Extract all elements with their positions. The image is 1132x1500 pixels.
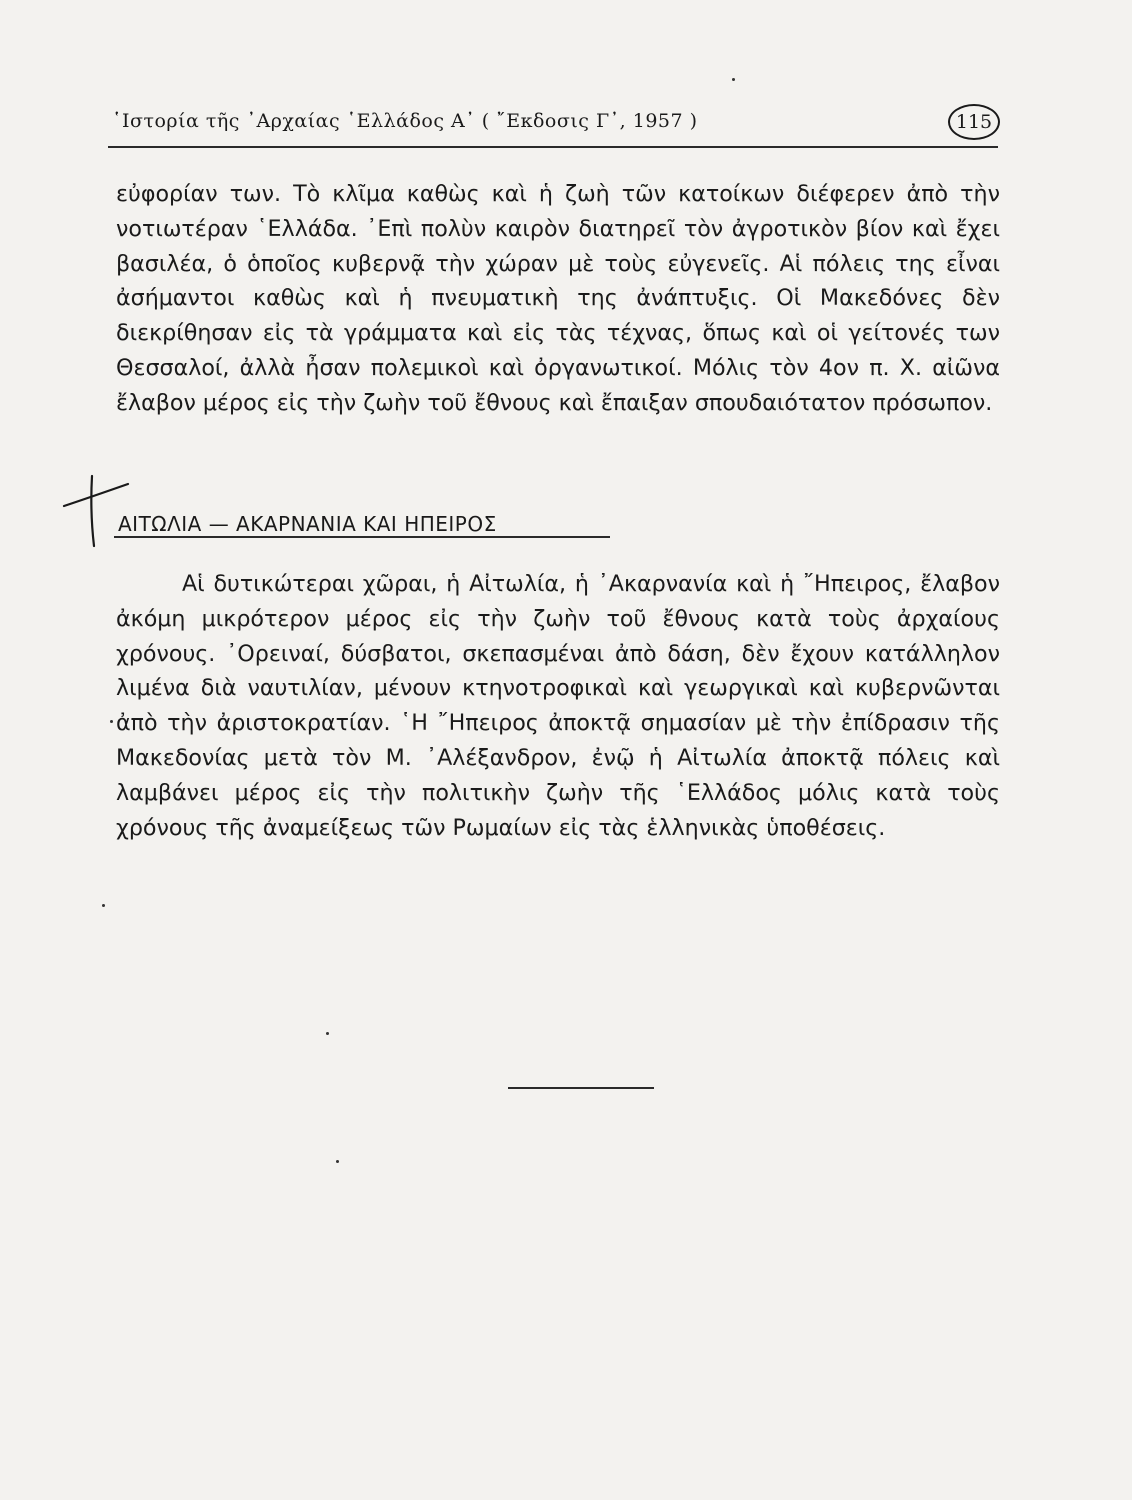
header-title: ῾Ιστορία τῆς ᾿Αρχαίας ῾Ελλάδος Α᾿ ( ῎Εκδοσις Γ᾿, 1957 ) xyxy=(112,110,698,132)
page-number: 115 xyxy=(948,104,1000,140)
ink-speck xyxy=(326,1032,329,1035)
ink-speck xyxy=(336,1160,339,1163)
ink-speck xyxy=(110,720,113,723)
end-of-section-rule xyxy=(508,1087,654,1089)
heading-underline xyxy=(114,536,610,538)
ink-speck xyxy=(732,78,735,81)
header-rule xyxy=(108,146,998,148)
section-heading: ΑΙΤΩΛΙΑ — ΑΚΑΡΝΑΝΙΑ ΚΑΙ ΗΠΕΙΡΟΣ xyxy=(118,512,497,536)
paragraph-macedonia: εὐφορίαν των. Τὸ κλῖμα καθὼς καὶ ἡ ζωὴ τῶν κατοίκων διέφερεν ἀπὸ τὴν νοτιωτέραν ῾Ελλάδα. ᾿Επὶ πολὺν καιρὸν διατηρεῖ τὸν ἀγροτικὸν βίον καὶ ἔχει βασιλέα, ὁ ὁποῖος κυβερνᾷ τὴν χώραν μὲ τοὺς εὐγενεῖς. Αἱ πόλεις της εἶναι ἀσήμαντοι καθὼς καὶ ἡ πνευματικὴ της ἀνάπτυξις. Οἱ Μακεδόνες δὲν διεκρίθησαν εἰς τὰ γράμματα καὶ εἰς τὰς τέχνας, ὅπως καὶ οἱ γείτονές των Θεσσαλοί, ἀλλὰ ἦσαν πολεμικοὶ καὶ ὀργανωτικοί. Μόλις τὸν 4ον π. Χ. αἰῶνα ἔλαβον μέρος εἰς τὴν ζωὴν τοῦ ἔθνους καὶ ἔπαιξαν σπουδαιότατον πρόσωπον. xyxy=(116,181,1000,416)
running-header xyxy=(112,104,1000,144)
ink-speck xyxy=(102,904,105,907)
paragraph-aitolia: Αἱ δυτικώτεραι χῶραι, ἡ Αἰτωλία, ἡ ᾿Ακαρνανία καὶ ἡ ῎Ηπειρος, ἔλαβον ἀκόμη μικρότερον μέρος εἰς τὴν ζωὴν τοῦ ἔθνους κατὰ τοὺς ἀρχαίους χρόνους. ᾿Ορειναί, δύσβατοι, σκεπασμέναι ἀπὸ δάση, δὲν ἔχουν κατάλληλον λιμένα διὰ ναυτιλίαν, μένουν κτηνοτροφικαὶ καὶ γεωργικαὶ καὶ κυβερνῶνται ἀπὸ τὴν ἀριστοκρατίαν. ῾Η ῎Ηπειρος ἀποκτᾷ σημασίαν μὲ τὴν ἐπίδρασιν τῆς Μακεδονίας μετὰ τὸν Μ. ᾿Αλέξανδρον, ἐνῷ ἡ Αἰτωλία ἀποκτᾷ πόλεις καὶ λαμβάνει μέρος εἰς τὴν πολιτικὴν ζωὴν τῆς ῾Ελλάδος μόλις κατὰ τοὺς χρόνους τῆς ἀναμείξεως τῶν Ρωμαίων εἰς τὰς ἑλληνικὰς ὑποθέσεις. xyxy=(116,571,1000,841)
